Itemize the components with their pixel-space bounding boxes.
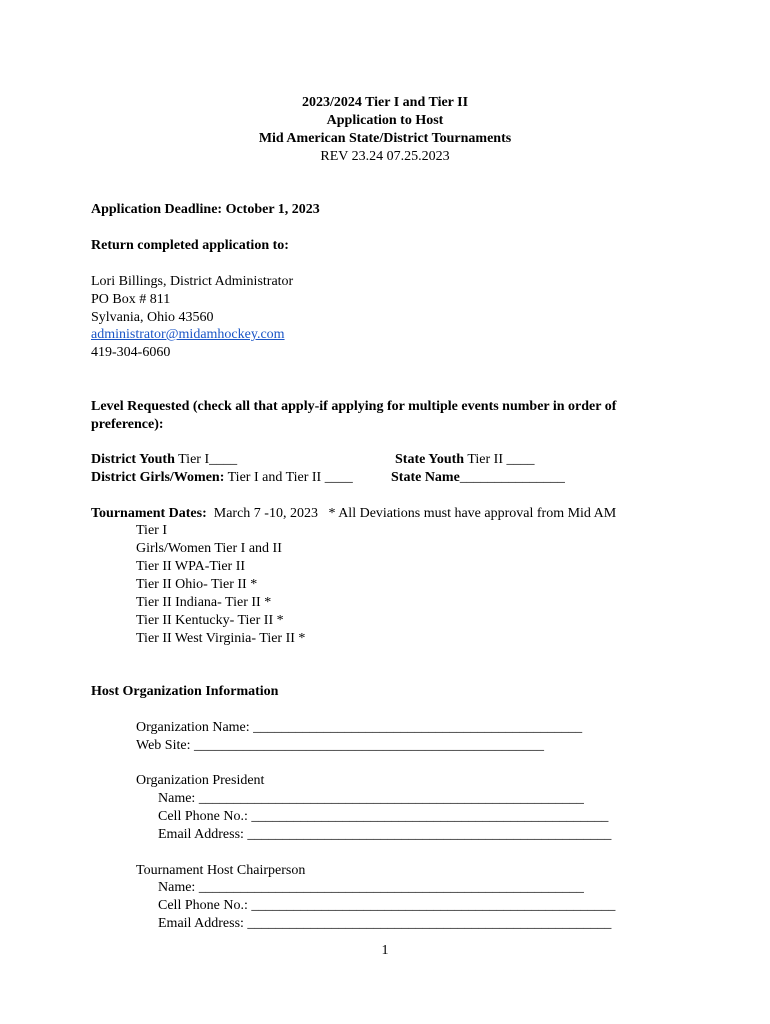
chairperson-name-field[interactable]: Name: _______________________________________________________: [158, 880, 584, 895]
page-number: 1: [381, 943, 389, 958]
title-line-3: Mid American State/District Tournaments: [258, 131, 512, 146]
district-girls-field[interactable]: [91, 469, 353, 487]
state-youth-label: State Youth: [395, 452, 465, 467]
president-name-field[interactable]: Name: _______________________________________________________: [158, 791, 584, 806]
contact-city: Sylvania, Ohio 43560: [91, 310, 214, 325]
contact-phone: 419-304-6060: [91, 345, 171, 360]
state-name-label: State Name: [391, 470, 460, 485]
level-heading-line-2: preference):: [91, 417, 164, 432]
tournament-tier-item: Tier II WPA-Tier II: [136, 559, 246, 574]
return-heading: Return completed application to:: [91, 238, 289, 253]
tournament-dates-label: Tournament Dates:: [91, 506, 207, 521]
level-heading-line-1: Level Requested (check all that apply-if applying for multiple events number in order of: [91, 399, 617, 414]
chairperson-email-field[interactable]: Email Address: ____________________________________________________: [158, 916, 612, 931]
president-email-field[interactable]: Email Address: ____________________________________________________: [158, 827, 612, 842]
organization-name-field[interactable]: Organization Name: _______________________________________________: [136, 720, 583, 735]
president-heading: Organization President: [136, 773, 265, 788]
district-girls-label: District Girls/Women:: [91, 470, 225, 485]
tournament-dates-value: March 7 -10, 2023 * All Deviations must have approval from Mid AM: [206, 506, 617, 521]
contact-name: Lori Billings, District Administrator: [91, 274, 294, 289]
president-phone-field[interactable]: Cell Phone No.: ___________________________________________________: [158, 809, 609, 824]
tournament-tier-item: Tier I: [136, 523, 167, 538]
revision-line: REV 23.24 07.25.2023: [320, 149, 450, 164]
tournament-dates: [91, 505, 616, 523]
chairperson-phone-field[interactable]: Cell Phone No.: ____________________________________________________: [158, 898, 616, 913]
state-youth-blank: Tier II ____: [464, 452, 535, 467]
district-youth-field[interactable]: [91, 451, 237, 469]
application-deadline: Application Deadline: October 1, 2023: [91, 202, 320, 217]
state-name-field[interactable]: [391, 469, 565, 487]
district-youth-label: District Youth: [91, 452, 175, 467]
state-name-blank: _______________: [459, 470, 565, 485]
tournament-tier-item: Tier II Ohio- Tier II *: [136, 577, 258, 592]
district-girls-blank: Tier I and Tier II ____: [224, 470, 353, 485]
tournament-tier-item: Girls/Women Tier I and II: [136, 541, 282, 556]
state-youth-field[interactable]: [395, 451, 535, 469]
title-line-2: Application to Host: [326, 113, 444, 128]
title-line-1: 2023/2024 Tier I and Tier II: [301, 95, 469, 110]
district-youth-blank: Tier I____: [174, 452, 238, 467]
web-site-field[interactable]: Web Site: __________________________________________________: [136, 738, 544, 753]
contact-po-box: PO Box # 811: [91, 292, 171, 307]
tournament-tier-item: Tier II West Virginia- Tier II *: [136, 631, 306, 646]
contact-email-link[interactable]: administrator@midamhockey.com: [91, 327, 285, 342]
host-org-heading: Host Organization Information: [91, 684, 279, 699]
chairperson-heading: Tournament Host Chairperson: [136, 863, 306, 878]
tournament-tier-item: Tier II Kentucky- Tier II *: [136, 613, 284, 628]
tournament-tier-item: Tier II Indiana- Tier II *: [136, 595, 272, 610]
